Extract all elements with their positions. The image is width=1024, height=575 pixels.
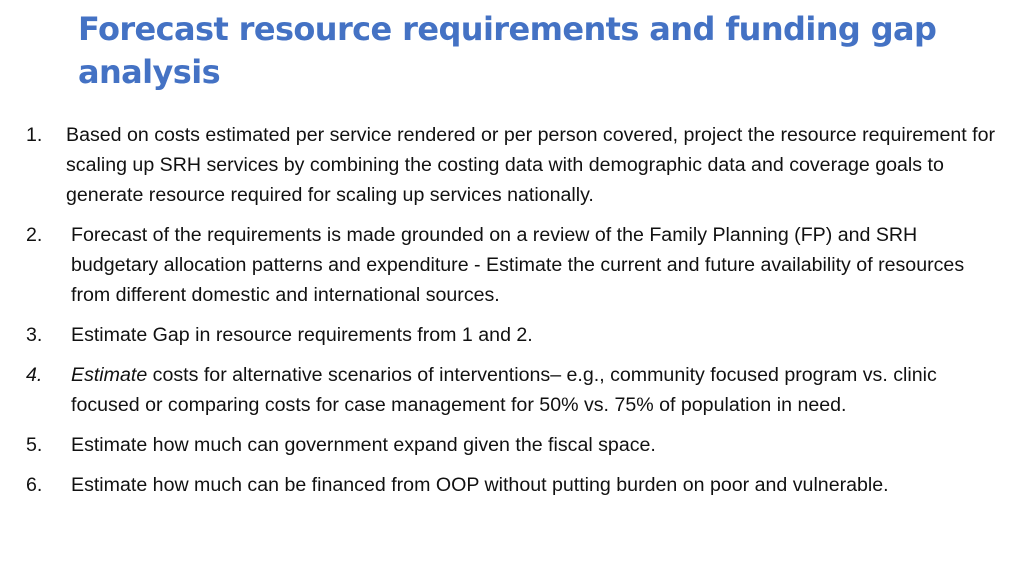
list-item-text: costs for alternative scenarios of interventions– e.g., community focused program vs. clinic focused or comparing costs for case management for 50% vs. 75% of population in need. bbox=[71, 364, 937, 416]
list-item-text: Estimate Gap in resource requirements from 1 and 2. bbox=[71, 324, 533, 346]
list-item bbox=[26, 220, 998, 310]
list-item bbox=[26, 120, 998, 210]
list-item-text: Estimate how much can government expand given the fiscal space. bbox=[71, 434, 656, 456]
list-number: 4. bbox=[26, 364, 43, 386]
list-number: 5. bbox=[26, 434, 43, 456]
list-number: 6. bbox=[26, 474, 43, 496]
list-item-text: Forecast of the requirements is made grounded on a review of the Family Planning (FP) and SRH budgetary allocation patterns and expenditure - Estimate the current and future availability of resources from different domestic and international sources. bbox=[71, 224, 965, 306]
slide-title: Forecast resource requirements and funding gap analysis bbox=[78, 10, 937, 91]
list-item bbox=[26, 430, 998, 460]
list-item-text: Estimate how much can be financed from OOP without putting burden on poor and vulnerable. bbox=[71, 474, 889, 496]
list-item-lead: Estimate bbox=[71, 364, 148, 386]
list-item bbox=[26, 470, 998, 500]
list-number: 3. bbox=[26, 324, 43, 346]
numbered-list bbox=[26, 120, 998, 510]
list-item bbox=[26, 360, 998, 420]
list-number: 2. bbox=[26, 224, 43, 246]
list-number: 1. bbox=[26, 124, 43, 146]
list-item bbox=[26, 320, 998, 350]
list-item-text: Based on costs estimated per service rendered or per person covered, project the resource requirement for scaling up SRH services by combining the costing data with demographic data and coverage goals to generate resource required for scaling up services nationally. bbox=[66, 124, 996, 206]
